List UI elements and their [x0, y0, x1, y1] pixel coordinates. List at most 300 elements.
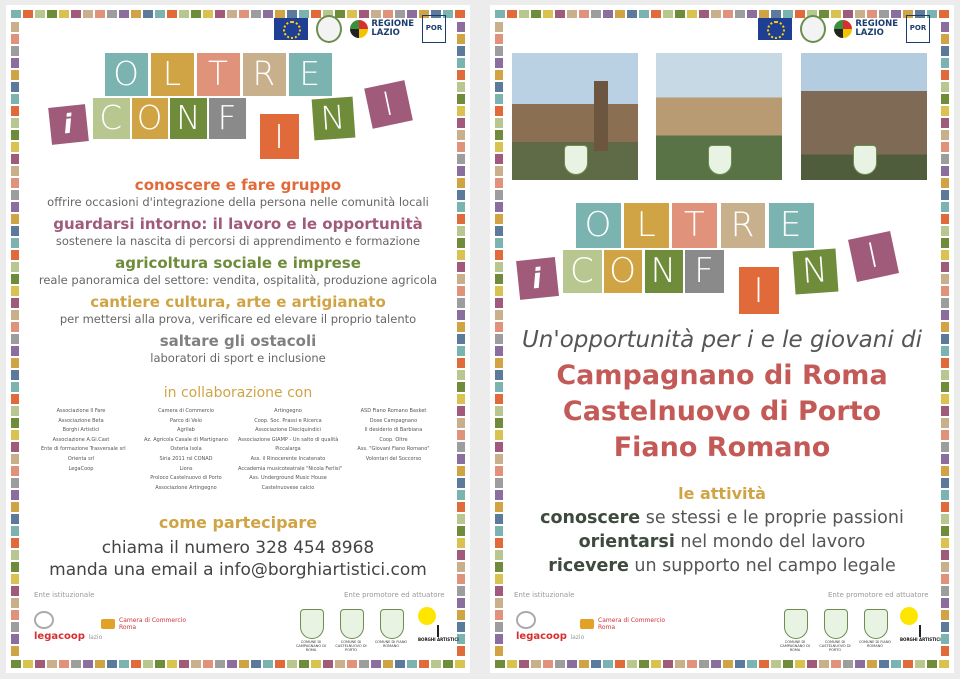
border-tile [639, 660, 649, 668]
border-tile [495, 646, 503, 656]
border-tile [495, 274, 503, 284]
border-tile [35, 10, 45, 18]
activity-3-text: un supporto nel campo legale [628, 556, 896, 576]
border-tile [687, 10, 697, 18]
border-tile [107, 660, 117, 668]
border-tile [457, 82, 465, 92]
border-tile [59, 10, 69, 18]
border-tile [747, 10, 757, 18]
section-text-2: sostenere la nascita di percorsi di apprendimento e formazione [55, 234, 421, 248]
border-tile [455, 660, 465, 668]
border-tile [457, 154, 465, 164]
regione-lazio-logo [834, 20, 898, 38]
photo-castelnuovo [656, 53, 782, 180]
border-tile [555, 660, 565, 668]
border-tile [615, 660, 625, 668]
por-logo: POR [906, 15, 930, 43]
regione-label: REGIONE [371, 19, 414, 29]
regione-lazio-mark-icon [834, 20, 852, 38]
border-tile [371, 660, 381, 668]
border-tile [495, 34, 503, 44]
border-tile [495, 94, 503, 104]
border-tile [495, 82, 503, 92]
border-tile [23, 10, 33, 18]
border-tile [47, 660, 57, 668]
collab-item: ASD Fiano Romano Basket [360, 408, 427, 414]
border-tile [457, 118, 465, 128]
crest-castelnuovo-icon: COMUNE DI CASTELNUOVO DI PORTO [822, 609, 848, 649]
border-tile [457, 586, 465, 596]
border-tile [941, 226, 949, 236]
title-letter-tile: N [312, 97, 356, 141]
border-tile [495, 622, 503, 632]
title-letter-tile: E [289, 53, 332, 96]
collab-item: Siria 2011 rsl CONAD [159, 455, 213, 462]
section-heading-3: agricoltura sociale e imprese [115, 254, 361, 272]
title-letter-tile: N [793, 249, 839, 295]
section-text-4: per mettersi alla prova, verificare ed elevare il proprio talento [59, 312, 417, 326]
legacoop-label: legacoop [34, 631, 85, 642]
border-tile [495, 70, 503, 80]
crest-castelnuovo-icon [708, 145, 732, 175]
border-tile [495, 22, 503, 32]
border-tile [675, 10, 685, 18]
border-tile [903, 660, 913, 668]
ente-istituzionale-label: Ente istituzionale [34, 591, 95, 599]
crest-fiano-icon: COMUNE DI FIANO ROMANO [862, 609, 888, 649]
colosseum-icon [101, 619, 115, 629]
border-tile [311, 660, 321, 668]
border-tile [11, 58, 19, 68]
border-tile [227, 10, 237, 18]
border-tile [11, 660, 21, 668]
title-letter-tile: T [672, 203, 717, 248]
border-tile [11, 430, 19, 440]
border-tile [941, 190, 949, 200]
border-tile [443, 660, 453, 668]
border-tile [419, 660, 429, 668]
borghi-sun-icon [418, 607, 436, 625]
border-tile [941, 58, 949, 68]
collab-item: Associazione Dieciquindici [255, 427, 321, 434]
ente-istituzionale-label: Ente istituzionale [514, 591, 575, 599]
border-tile [457, 46, 465, 56]
border-tile [941, 622, 949, 632]
collab-column-2 [141, 407, 231, 493]
collab-item: Ass. "Giovani Fiano Romano" [357, 446, 430, 453]
collab-item: Borghi Artistici [62, 427, 100, 434]
collab-item: Camera di Commercio [158, 408, 214, 414]
collab-item: Ass. Underground Music House [249, 475, 327, 482]
eu-flag-icon [274, 18, 308, 40]
border-tile [939, 660, 949, 668]
collab-column-4 [346, 407, 441, 465]
activity-2 [490, 532, 954, 552]
title-letter-tile: C [93, 98, 130, 139]
photo-campagnano [512, 53, 638, 180]
border-tile [457, 490, 465, 500]
border-tile [495, 130, 503, 140]
border-tile [457, 646, 465, 656]
border-tile [651, 10, 661, 18]
border-tile [495, 298, 503, 308]
collab-item: Coop. Oltre [379, 436, 408, 443]
collab-item: Piccalarga [275, 446, 301, 453]
section-heading-4: cantiere cultura, arte e artigianato [90, 293, 386, 311]
border-tile [891, 660, 901, 668]
section-heading-5: saltare gli ostacoli [159, 332, 317, 350]
border-tile [215, 660, 225, 668]
border-tile [711, 660, 721, 668]
collab-title: in collaborazione con [163, 385, 313, 401]
border-tile [11, 406, 19, 416]
activity-1-verb: conoscere [540, 508, 641, 528]
border-tile [11, 142, 19, 152]
border-tile [819, 660, 829, 668]
borghi-artistici-logo [418, 607, 459, 642]
border-tile [941, 70, 949, 80]
title-letter-tile: L [624, 203, 669, 248]
border-tile [941, 118, 949, 128]
border-tile [495, 106, 503, 116]
border-tile [457, 58, 465, 68]
border-tile [23, 660, 33, 668]
legacoop-label: legacoop [516, 631, 567, 642]
title-oltre-i-confini [514, 203, 934, 318]
title-letter-tile: R [243, 53, 286, 96]
border-tile [941, 262, 949, 272]
border-tile [495, 10, 505, 18]
border-tile [11, 442, 19, 452]
section-text-5: laboratori di sport e inclusione [150, 351, 326, 365]
border-tile [495, 466, 503, 476]
collab-item: Associazione Artingegno [155, 484, 217, 491]
border-tile [495, 178, 503, 188]
border-tile [457, 454, 465, 464]
border-tile [431, 660, 441, 668]
legacoop-logo [516, 611, 584, 642]
collab-item: Accademia musicoteatrale "Nicola Ferlisi" [238, 465, 343, 472]
border-tile [395, 660, 405, 668]
border-tile [591, 10, 601, 18]
border-tile [519, 660, 529, 668]
border-tile [941, 274, 949, 284]
border-tile [941, 34, 949, 44]
border-tile [783, 660, 793, 668]
title-letter-tile: N [170, 98, 207, 139]
crest-campagnano-icon: COMUNE DI CAMPAGNANO DI ROMA [298, 609, 324, 649]
town-1: Campagnano di Roma [556, 360, 888, 391]
come-partecipare-heading: come partecipare [158, 513, 318, 532]
border-tile [457, 166, 465, 176]
borghi-sun-icon [900, 607, 918, 625]
border-tile [941, 214, 949, 224]
border-tile [495, 262, 503, 272]
border-tile [639, 10, 649, 18]
border-tile [507, 660, 517, 668]
collab-item: Ente di formazione Trasversale srl [41, 446, 126, 453]
title-letter-tile: T [197, 53, 240, 96]
border-tile [457, 502, 465, 512]
collab-item: Agrilab [177, 427, 195, 434]
border-tile [155, 660, 165, 668]
border-tile [495, 586, 503, 596]
title-letter-tile: I [365, 80, 413, 128]
border-tile [359, 660, 369, 668]
crest-fiano-icon [853, 145, 877, 175]
border-tile [747, 660, 757, 668]
tile-border-bottom [494, 659, 950, 669]
border-tile [335, 660, 345, 668]
border-tile [11, 622, 19, 632]
border-tile [495, 58, 503, 68]
collab-item: LegaCoop [68, 465, 94, 472]
activity-1 [490, 508, 954, 528]
collab-item: Castelnuovese calcio [261, 484, 315, 491]
collab-item: Volontari del Soccorso [365, 455, 422, 462]
phone-line: chiama il numero 328 454 8968 [101, 538, 375, 558]
regione-lazio-logo [350, 20, 414, 38]
border-tile [941, 82, 949, 92]
border-tile [11, 490, 19, 500]
border-tile [11, 466, 19, 476]
border-tile [941, 94, 949, 104]
border-tile [457, 130, 465, 140]
border-tile [495, 286, 503, 296]
border-tile [299, 660, 309, 668]
border-tile [11, 130, 19, 140]
border-tile [941, 166, 949, 176]
border-tile [457, 370, 465, 380]
border-tile [495, 610, 503, 620]
legacoop-sub-label: lazio [88, 634, 103, 641]
activity-3 [490, 556, 954, 576]
border-tile [941, 238, 949, 248]
title-oltre-i-confini [46, 53, 446, 163]
title-letter-tile: O [576, 203, 621, 248]
border-tile [457, 106, 465, 116]
border-tile [457, 466, 465, 476]
border-tile [457, 418, 465, 428]
border-tile [11, 106, 19, 116]
tile-border-bottom [10, 659, 466, 669]
border-tile [457, 94, 465, 104]
title-letter-tile: i [516, 257, 558, 299]
border-tile [83, 10, 93, 18]
border-tile [457, 478, 465, 488]
collab-item: Dose Campagnano [369, 417, 418, 424]
border-tile [495, 660, 505, 668]
border-tile [941, 46, 949, 56]
institutional-logos [758, 15, 930, 43]
border-tile [263, 660, 273, 668]
collab-item: Lions [179, 465, 193, 472]
title-letter-tile: O [132, 98, 169, 139]
border-tile [807, 660, 817, 668]
border-tile [531, 660, 541, 668]
border-tile [941, 310, 949, 320]
comuni-crests-left [295, 609, 408, 652]
borghi-artistici-logo [900, 607, 941, 642]
border-tile [11, 70, 19, 80]
border-tile [831, 660, 841, 668]
border-tile [11, 118, 19, 128]
border-tile [941, 286, 949, 296]
border-tile [735, 10, 745, 18]
border-tile [11, 166, 19, 176]
border-tile [651, 660, 661, 668]
legacoop-swirl-icon [516, 611, 536, 629]
border-tile [11, 370, 19, 380]
town-2: Castelnuovo di Porto [562, 396, 882, 427]
border-tile [107, 10, 117, 18]
title-letter-tile: I [260, 114, 299, 159]
collab-item: Ass. il Rinocerente Incatenato [250, 455, 326, 462]
border-tile [167, 660, 177, 668]
border-tile [927, 660, 937, 668]
border-tile [941, 22, 949, 32]
border-tile [131, 660, 141, 668]
collab-item: Osteria Isola [170, 446, 202, 453]
comuni-crests-right [779, 609, 892, 652]
border-tile [191, 660, 201, 668]
border-tile [771, 660, 781, 668]
collab-item: Proloco Castelnuovo di Porto [150, 475, 222, 482]
border-tile [191, 10, 201, 18]
photo-fiano [801, 53, 927, 180]
email-line: manda una email a info@borghiartistici.com [49, 560, 427, 580]
border-tile [939, 10, 949, 18]
border-tile [735, 660, 745, 668]
italian-republic-emblem-icon [316, 15, 342, 43]
border-tile [941, 598, 949, 608]
border-tile [131, 10, 141, 18]
border-tile [723, 660, 733, 668]
border-tile [95, 10, 105, 18]
border-tile [203, 660, 213, 668]
border-tile [457, 442, 465, 452]
border-tile [495, 154, 503, 164]
border-tile [457, 22, 465, 32]
border-tile [543, 660, 553, 668]
border-tile [275, 660, 285, 668]
camera-label: Camera di Commercio [119, 617, 187, 624]
border-tile [59, 660, 69, 668]
border-tile [941, 298, 949, 308]
collab-item: Orienta srl [67, 455, 95, 462]
border-tile [457, 70, 465, 80]
border-tile [11, 646, 19, 656]
border-tile [495, 202, 503, 212]
border-tile [203, 10, 213, 18]
border-tile [941, 634, 949, 644]
border-tile [795, 660, 805, 668]
collab-column-3 [238, 407, 343, 493]
border-tile [239, 10, 249, 18]
border-tile [227, 660, 237, 668]
camera-commercio-logo [101, 617, 186, 631]
title-letter-tile: i [48, 104, 88, 144]
border-tile [567, 660, 577, 668]
title-letter-tile: F [209, 98, 246, 139]
border-tile [579, 10, 589, 18]
border-tile [495, 46, 503, 56]
border-tile [407, 660, 417, 668]
border-tile [663, 10, 673, 18]
border-tile [251, 10, 261, 18]
border-tile [215, 10, 225, 18]
border-tile [941, 154, 949, 164]
border-tile [155, 10, 165, 18]
section-text-3: reale panoramica del settore: vendita, ospitalità, produzione agricola [38, 273, 438, 287]
activity-2-verb: orientarsi [578, 532, 675, 552]
borghi-label: BORGHI ARTISTICI [418, 637, 459, 642]
por-logo: POR [422, 15, 446, 43]
title-letter-tile: R [721, 203, 766, 248]
border-tile [675, 660, 685, 668]
camera-label: Camera di Commercio [598, 617, 666, 624]
border-tile [287, 660, 297, 668]
border-tile [941, 646, 949, 656]
border-tile [687, 660, 697, 668]
border-tile [867, 660, 877, 668]
border-tile [615, 10, 625, 18]
border-tile [663, 660, 673, 668]
regione-label: REGIONE [855, 19, 898, 29]
border-tile [603, 660, 613, 668]
border-tile [711, 10, 721, 18]
border-tile [47, 10, 57, 18]
border-tile [495, 190, 503, 200]
border-tile [457, 34, 465, 44]
border-tile [323, 660, 333, 668]
collab-item: Associazione Il Fare [56, 408, 106, 414]
border-tile [591, 660, 601, 668]
poster-left [6, 5, 470, 673]
border-tile [11, 610, 19, 620]
italian-republic-emblem-icon [800, 15, 826, 43]
border-tile [495, 310, 503, 320]
border-tile [941, 586, 949, 596]
border-tile [603, 10, 613, 18]
border-tile [495, 598, 503, 608]
colosseum-icon [580, 619, 594, 629]
border-tile [495, 166, 503, 176]
title-letter-tile: N [645, 250, 684, 293]
border-tile [507, 10, 517, 18]
legacoop-swirl-icon [34, 611, 54, 629]
border-tile [119, 10, 129, 18]
border-tile [519, 10, 529, 18]
collab-item: Associazione GIAMP - Un salto di qualità [238, 436, 339, 443]
border-tile [71, 10, 81, 18]
border-tile [495, 118, 503, 128]
regione-lazio-mark-icon [350, 20, 368, 38]
border-tile [11, 94, 19, 104]
town-3: Fiano Romano [613, 432, 831, 463]
border-tile [11, 10, 21, 18]
border-tile [915, 660, 925, 668]
border-tile [143, 660, 153, 668]
title-letter-tile: E [769, 203, 814, 248]
collab-item: Associazione Beta [58, 417, 104, 424]
ente-promotore-label: Ente promotore ed attuatore [344, 591, 445, 599]
crest-fiano-icon: COMUNE DI FIANO ROMANO [378, 609, 404, 649]
border-tile [143, 10, 153, 18]
activities-heading: le attività [678, 484, 766, 503]
border-tile [11, 502, 19, 512]
title-letter-tile: I [739, 267, 780, 314]
